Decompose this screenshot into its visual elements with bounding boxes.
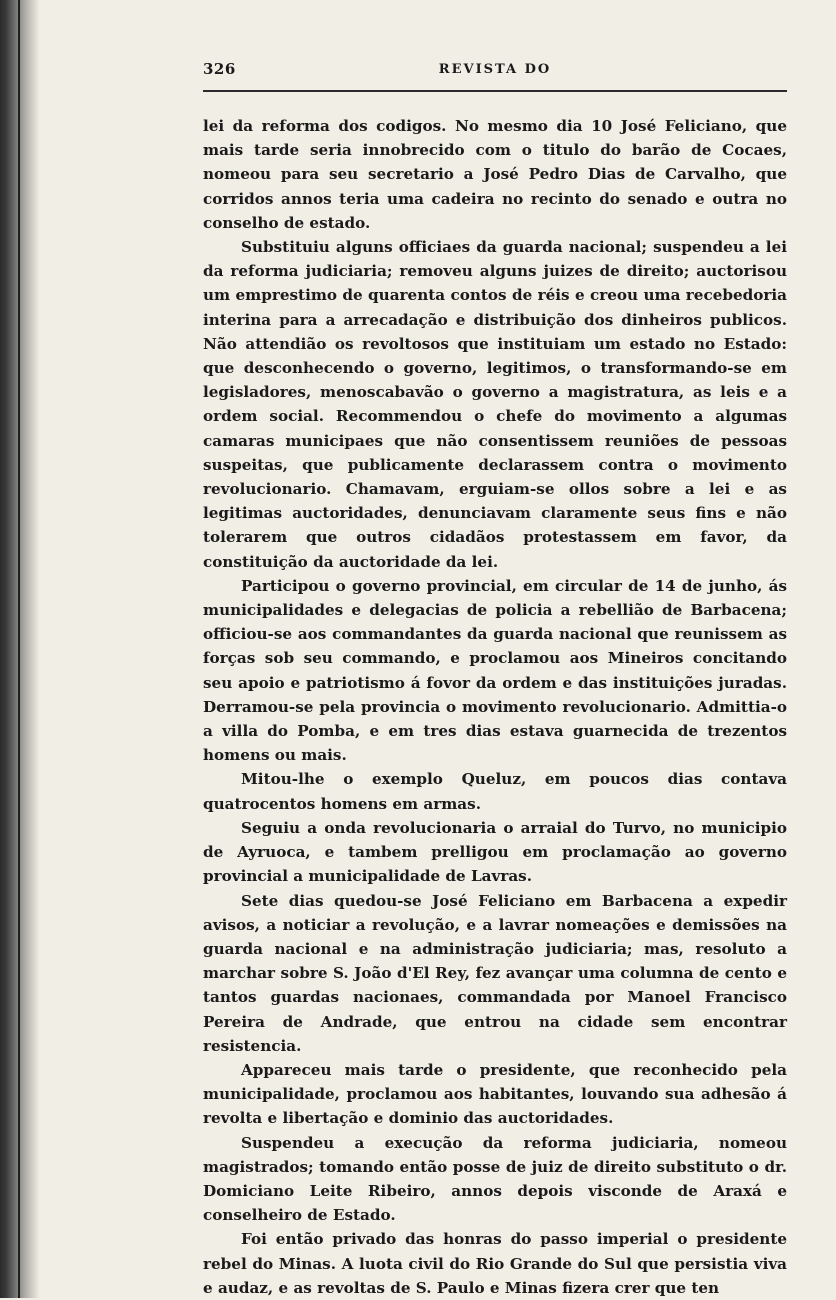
book-binding-edge (0, 0, 40, 1298)
running-head (203, 60, 787, 86)
paragraph: Appareceu mais tarde o presidente, que reconhecido pela municipalidade, proclamou aos habitantes, louvando sua adhesão á revolta e libertação e dominio das auctoridades. (203, 1060, 787, 1128)
running-title: REVISTA DO (438, 62, 552, 77)
header-rule (203, 90, 787, 92)
paragraph: Mitou-lhe o exemplo Queluz, em poucos dias contava quatrocentos homens em armas. (203, 770, 787, 813)
book-page (203, 60, 787, 1300)
paragraph: lei da reforma dos codigos. No mesmo dia 10 José Feliciano, que mais tarde seria innobrecido com o titulo do barão de Cocaes, nomeou para seu secretario a José Pedro Dias de Carvalho, que corridos annos teria uma cadeira no recinto do senado e outra no conselho de estado. (203, 117, 787, 232)
paragraph: Suspendeu a execução da reforma judiciaria, nomeou magistrados; tomando então posse de juiz de direito substituto o dr. Domiciano Leite Ribeiro, annos depois visconde de Araxá e conselheiro de Estado. (203, 1133, 787, 1225)
page-number: 326 (203, 60, 236, 78)
paragraph: Sete dias quedou-se José Feliciano em Barbacena a expedir avisos, a noticiar a revolução, e a lavrar nomeações e demissões na guarda nacional e na administração judiciaria; mas, resoluto a marchar sobre S. João d'El Rey, fez avançar uma columna de cento e tantos guardas nacionaes, commandada por Manoel Francisco Pereira de Andrade, que entrou na cidade sem encontrar resistencia. (203, 891, 787, 1055)
body-text (203, 114, 787, 1300)
paragraph: Seguiu a onda revolucionaria o arraial do Turvo, no municipio de Ayruoca, e tambem prelligou em proclamação ao governo provincial a municipalidade de Lavras. (203, 818, 787, 886)
paragraph: Substituiu alguns officiaes da guarda nacional; suspendeu a lei da reforma judiciaria; removeu alguns juizes de direito; auctorisou um emprestimo de quarenta contos de réis e creou uma recebedoria interina para a arrecadação e distribuição dos dinheiros publicos. Não attendião os revoltosos que instituiam um estado no Estado: que desconhecendo o governo, legitimos, o transformando-se em legisladores, menoscabavão o governo a magistratura, as leis e a ordem social. Recommendou o chefe do movimento a algumas camaras municipaes que não consentissem reuniões de pessoas suspeitas, que publicamente declarassem contra o movimento revolucionario. Chamavam, erguiam-se ollos sobre a lei e as legitimas auctoridades, denunciavam claramente seus fins e não tolerarem que outros cidadãos protestassem em favor, da constituição da auctoridade da lei. (203, 238, 787, 571)
paragraph: Foi então privado das honras do passo imperial o presidente rebel do Minas. A luota civil do Rio Grande do Sul que persistia viva e audaz, e as revoltas de S. Paulo e Minas fizera crer que ten (203, 1230, 787, 1297)
paragraph: Participou o governo provincial, em circular de 14 de junho, ás municipalidades e delegacias de policia a rebellião de Barbacena; officiou-se aos commandantes da guarda nacional que reunissem as forças sob seu commando, e proclamou aos Mineiros concitando seu apoio e patriotismo á fovor da ordem e das instituições juradas. Derramou-se pela provincia o movimento revolucionario. Admittia-o a villa do Pomba, e em tres dias estava guarnecida de trezentos homens ou mais. (203, 576, 787, 765)
